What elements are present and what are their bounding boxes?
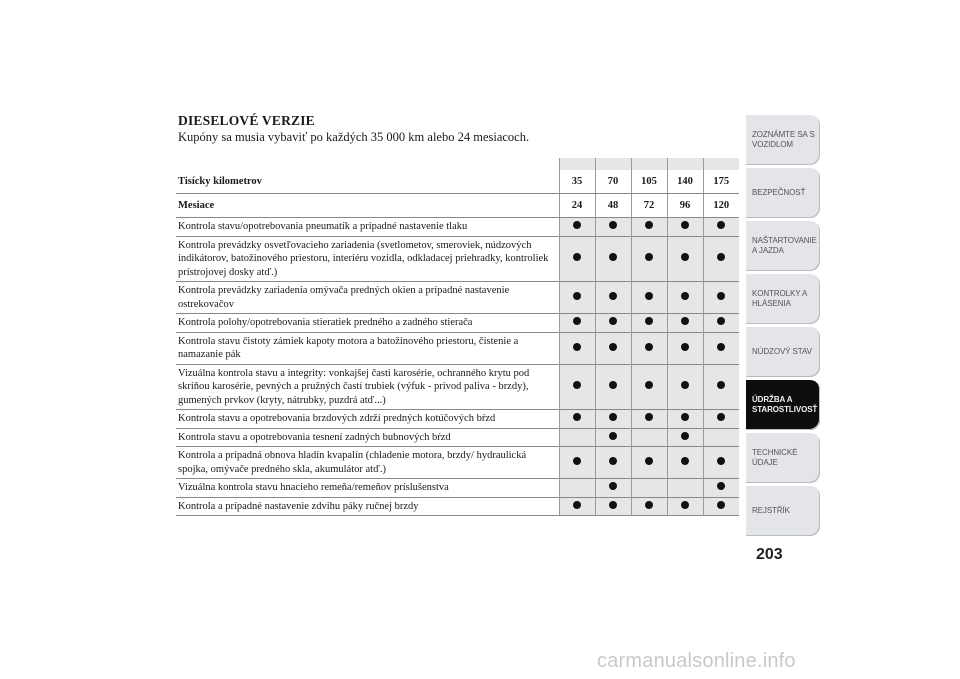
row-label: Kontrola a prípadné nastavenie zdvihu páky ručnej brzdy <box>176 497 559 516</box>
check-dot-icon <box>645 292 653 300</box>
check-dot-icon <box>573 413 581 421</box>
check-dot-icon <box>645 457 653 465</box>
check-cell <box>595 428 631 447</box>
check-dot-icon <box>645 317 653 325</box>
spacer-cell <box>667 158 703 170</box>
check-cell <box>667 447 703 479</box>
check-dot-icon <box>645 343 653 351</box>
check-dot-icon <box>573 381 581 389</box>
check-cell <box>559 218 595 237</box>
table-row <box>176 364 739 410</box>
check-dot-icon <box>609 292 617 300</box>
check-cell <box>667 410 703 429</box>
check-dot-icon <box>573 317 581 325</box>
check-dot-icon <box>609 482 617 490</box>
header-value: 72 <box>631 194 667 218</box>
check-cell <box>703 218 739 237</box>
table-row <box>176 314 739 333</box>
row-label: Kontrola stavu a opotrebovania brzdových zdrží predných kotúčových bŕzd <box>176 410 559 429</box>
check-cell <box>595 447 631 479</box>
check-cell <box>703 497 739 516</box>
header-value: 140 <box>667 170 703 194</box>
table-row <box>176 497 739 516</box>
check-cell <box>559 479 595 498</box>
check-cell <box>667 428 703 447</box>
table-row <box>176 447 739 479</box>
spacer-cell <box>703 158 739 170</box>
spacer-cell <box>631 158 667 170</box>
check-dot-icon <box>681 253 689 261</box>
check-dot-icon <box>573 221 581 229</box>
watermark: carmanualsonline.info <box>597 650 796 672</box>
check-dot-icon <box>681 432 689 440</box>
check-dot-icon <box>609 501 617 509</box>
check-cell <box>631 314 667 333</box>
check-cell <box>595 479 631 498</box>
check-dot-icon <box>681 381 689 389</box>
table-spacer-row <box>176 158 739 170</box>
check-dot-icon <box>609 381 617 389</box>
check-dot-icon <box>681 413 689 421</box>
chapter-tab-label: NAŠTARTOVANIE A JAZDA <box>752 236 817 255</box>
check-dot-icon <box>573 343 581 351</box>
check-cell <box>595 314 631 333</box>
check-dot-icon <box>717 482 725 490</box>
check-cell <box>559 410 595 429</box>
check-cell <box>631 218 667 237</box>
table-row <box>176 428 739 447</box>
chapter-tab-label: ZOZNÁMTE SA S VOZIDLOM <box>752 130 815 149</box>
check-cell <box>595 282 631 314</box>
check-cell <box>667 314 703 333</box>
check-cell <box>631 236 667 282</box>
chapter-tab-label: TECHNICKÉ ÚDAJE <box>752 448 798 467</box>
check-dot-icon <box>609 432 617 440</box>
chapter-tab-label: ÚDRŽBA A STAROSTLIVOSŤ <box>752 395 818 414</box>
check-cell <box>559 236 595 282</box>
check-cell <box>667 236 703 282</box>
check-cell <box>703 479 739 498</box>
chapter-tabs <box>746 115 820 539</box>
check-dot-icon <box>717 253 725 261</box>
table-row <box>176 236 739 282</box>
check-dot-icon <box>717 413 725 421</box>
check-dot-icon <box>609 343 617 351</box>
chapter-tab[interactable] <box>746 380 820 430</box>
table-row <box>176 479 739 498</box>
header-value: 48 <box>595 194 631 218</box>
row-label: Kontrola prevádzky zariadenia omývača predných okien a prípadné nastavenie ostrekovačov <box>176 282 559 314</box>
chapter-tab-label: BEZPEČNOSŤ <box>752 188 806 197</box>
check-dot-icon <box>573 457 581 465</box>
spacer-cell <box>595 158 631 170</box>
chapter-tab[interactable] <box>746 221 820 271</box>
check-cell <box>631 497 667 516</box>
header-value: 105 <box>631 170 667 194</box>
row-label: Vizuálna kontrola stavu hnacieho remeňa/remeňov príslušenstva <box>176 479 559 498</box>
section-heading: DIESELOVÉ VERZIE <box>178 113 315 128</box>
check-dot-icon <box>681 501 689 509</box>
check-cell <box>667 282 703 314</box>
check-cell <box>667 479 703 498</box>
check-cell <box>631 479 667 498</box>
check-cell <box>631 447 667 479</box>
check-cell <box>595 218 631 237</box>
header-value: 120 <box>703 194 739 218</box>
check-cell <box>559 447 595 479</box>
check-cell <box>595 497 631 516</box>
check-cell <box>703 447 739 479</box>
row-label: Vizuálna kontrola stavu a integrity: vonkajšej časti karosérie, ochranného krytu pod skriňou karosérie, pevných a pružných častí trubiek (výfuk - prívod paliva - brzdy), gumených prvkov (kryty, nátrubky, puzdrá atď...) <box>176 364 559 410</box>
maintenance-table-container <box>176 158 739 516</box>
check-dot-icon <box>717 317 725 325</box>
check-cell <box>631 364 667 410</box>
spacer-cell <box>176 158 559 170</box>
header-value: 35 <box>559 170 595 194</box>
check-dot-icon <box>609 253 617 261</box>
check-cell <box>703 410 739 429</box>
table-row <box>176 332 739 364</box>
table-header-row <box>176 170 739 194</box>
check-cell <box>559 282 595 314</box>
chapter-tab[interactable] <box>746 168 820 218</box>
check-dot-icon <box>681 292 689 300</box>
check-cell <box>703 428 739 447</box>
check-dot-icon <box>645 221 653 229</box>
header-value: 96 <box>667 194 703 218</box>
check-dot-icon <box>573 253 581 261</box>
row-label: Kontrola polohy/opotrebovania stieratiek predného a zadného stierača <box>176 314 559 333</box>
chapter-tab[interactable] <box>746 486 820 536</box>
check-dot-icon <box>573 501 581 509</box>
chapter-tab[interactable] <box>746 433 820 483</box>
check-dot-icon <box>681 343 689 351</box>
check-dot-icon <box>717 292 725 300</box>
table-row <box>176 218 739 237</box>
check-cell <box>595 410 631 429</box>
check-cell <box>595 236 631 282</box>
chapter-tab[interactable] <box>746 115 820 165</box>
check-cell <box>631 282 667 314</box>
chapter-tab-label: REJSTŘÍK <box>752 506 790 515</box>
header-label: Tisícky kilometrov <box>176 170 559 194</box>
chapter-tab-label: KONTROLKY A HLÁSENIA <box>752 289 807 308</box>
check-cell <box>703 282 739 314</box>
check-dot-icon <box>681 317 689 325</box>
section-subheading: Kupóny sa musia vybaviť po každých 35 000 km alebo 24 mesiacoch. <box>178 130 530 144</box>
row-label: Kontrola stavu a opotrebovania tesnení zadných bubnových bŕzd <box>176 428 559 447</box>
check-dot-icon <box>609 413 617 421</box>
chapter-tab[interactable] <box>746 327 820 377</box>
check-cell <box>703 332 739 364</box>
table-header-row <box>176 194 739 218</box>
check-dot-icon <box>717 381 725 389</box>
check-dot-icon <box>573 292 581 300</box>
maintenance-table <box>176 158 739 516</box>
row-label: Kontrola stavu čistoty zámiek kapoty motora a batožinového priestoru, čistenie a namazanie pák <box>176 332 559 364</box>
check-cell <box>631 410 667 429</box>
check-dot-icon <box>717 343 725 351</box>
check-cell <box>559 314 595 333</box>
check-cell <box>703 236 739 282</box>
check-cell <box>667 218 703 237</box>
check-dot-icon <box>645 381 653 389</box>
check-dot-icon <box>681 457 689 465</box>
check-dot-icon <box>681 221 689 229</box>
check-cell <box>559 332 595 364</box>
row-label: Kontrola stavu/opotrebovania pneumatík a prípadné nastavenie tlaku <box>176 218 559 237</box>
check-dot-icon <box>717 457 725 465</box>
check-cell <box>631 332 667 364</box>
header-value: 70 <box>595 170 631 194</box>
check-dot-icon <box>717 501 725 509</box>
check-cell <box>559 428 595 447</box>
check-dot-icon <box>645 501 653 509</box>
check-cell <box>667 497 703 516</box>
table-row <box>176 410 739 429</box>
header-value: 24 <box>559 194 595 218</box>
row-label: Kontrola a prípadná obnova hladín kvapalín (chladenie motora, brzdy/ hydraulická spojka, omývače predného skla, akumulátor atď.) <box>176 447 559 479</box>
check-cell <box>667 364 703 410</box>
check-cell <box>703 364 739 410</box>
header-label: Mesiace <box>176 194 559 218</box>
check-dot-icon <box>609 221 617 229</box>
spacer-cell <box>559 158 595 170</box>
check-cell <box>559 364 595 410</box>
row-label: Kontrola prevádzky osvetľovacieho zariadenia (svetlometov, smeroviek, núdzových indikátorov, batožinového priestoru, interiéru vozidla, odkladacej priehradky, kontroliek prístrojovej dosky atď.) <box>176 236 559 282</box>
check-dot-icon <box>645 253 653 261</box>
header-value: 175 <box>703 170 739 194</box>
check-cell <box>703 314 739 333</box>
check-dot-icon <box>609 457 617 465</box>
chapter-tab-label: NÚDZOVÝ STAV <box>752 347 812 356</box>
check-cell <box>559 497 595 516</box>
chapter-tab[interactable] <box>746 274 820 324</box>
check-cell <box>595 364 631 410</box>
check-cell <box>595 332 631 364</box>
check-dot-icon <box>645 413 653 421</box>
check-dot-icon <box>609 317 617 325</box>
table-row <box>176 282 739 314</box>
check-cell <box>631 428 667 447</box>
check-dot-icon <box>717 221 725 229</box>
check-cell <box>667 332 703 364</box>
page-number: 203 <box>756 546 783 563</box>
